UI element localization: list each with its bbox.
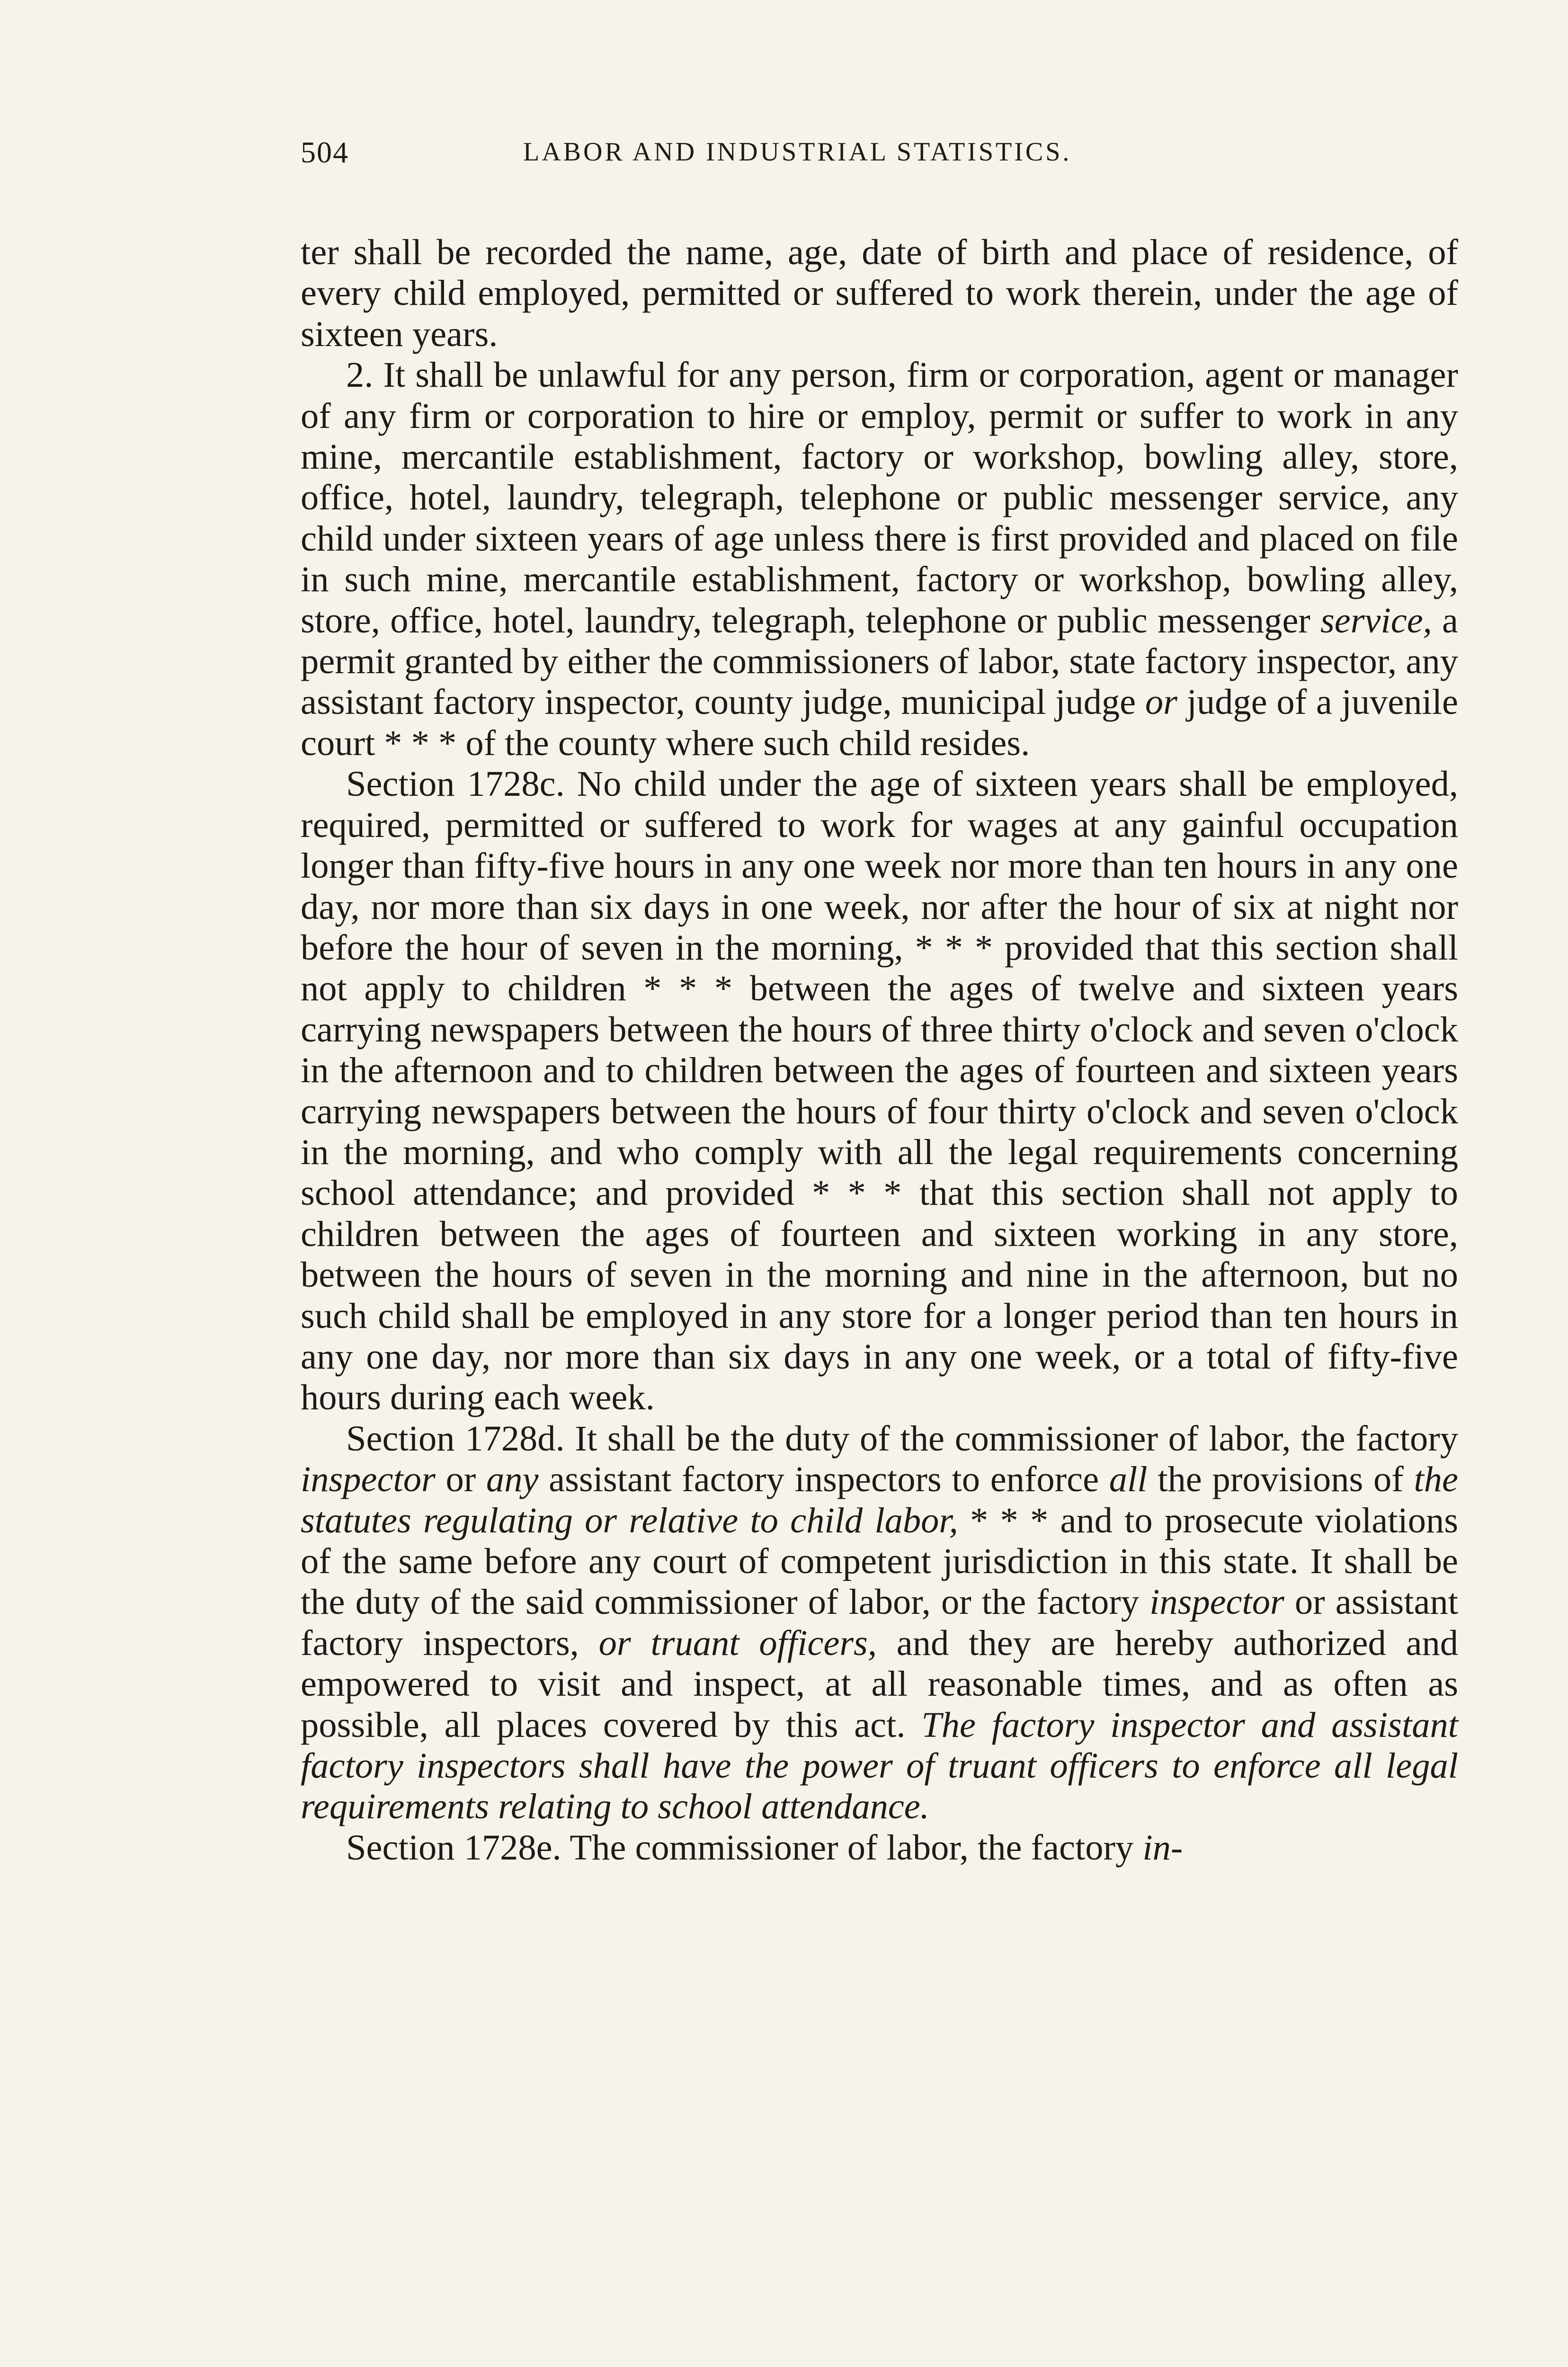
- text-run: 2. It shall be unlawful for any person, firm or corporation, agent or manager of any firm or corporation to hire or employ, permit or suffer to work in any mine, mercantile establishment, factory or workshop, bowling alley, store, office, hotel, laundry, telegraph, telephone or public messenger service, any child under sixteen years of age unless there is first provided and placed on file in such mine, mercantile establishment, factory or workshop, bowling alley, store, office, hotel, laundry, telegraph, telephone or public messenger: [301, 355, 1458, 641]
- text-run: assistant factory inspectors to enforce: [538, 1459, 1109, 1500]
- text-run: Section 1728e. The commissioner of labor, the factory: [346, 1827, 1143, 1868]
- text-run: or: [435, 1459, 486, 1500]
- paragraph-section-1728c: Section 1728c. No child under the age of sixteen years shall be employed, required, permitted or suffered to work for wages at any gainful occupation longer than fifty-five hours in any one week nor more than ten hours in any one day, nor more than six days in one week, nor after the hour of six at night nor before the hour of seven in the morning, * * * provided that this section shall not apply to children * * * between the ages of twelve and sixteen years carrying newspapers between the hours of three thirty o'clock and seven o'clock in the afternoon and to children between the ages of fourteen and sixteen years carrying newspapers between the hours of four thirty o'clock and seven o'clock in the morning, and who comply with all the legal requirements concerning school attendance; and provided * * * that this section shall not apply to children between the ages of fourteen and sixteen working in any store, between the hours of seven in the morning and nine in the afternoon, but no such child shall be employed in any store for a longer period than ten hours in any one day, nor more than six days in any one week, or a total of fifty-five hours during each week.: [301, 764, 1458, 1418]
- italic-run: in-: [1142, 1827, 1183, 1868]
- italic-run: or: [1145, 682, 1177, 722]
- body-text: [301, 232, 1458, 1868]
- paragraph-continuation: ter shall be recorded the name, age, date of birth and place of residence, of every child employed, permitted or suffered to work therein, under the age of sixteen years.: [301, 232, 1458, 354]
- text-run: or assistant factory inspectors,: [301, 1582, 1458, 1663]
- italic-run: inspector: [301, 1459, 436, 1500]
- text-run: Section 1728d. It shall be the duty of the commissioner of labor, the factory: [346, 1418, 1458, 1459]
- italic-run: inspector: [1149, 1582, 1284, 1622]
- paragraph-section-1728d: [301, 1418, 1458, 1827]
- text-run: a permit granted by either the commissioners of labor, state factory inspector, any assistant factory inspector, county judge, municipal judge: [301, 600, 1458, 722]
- text-run: and they are hereby authorized and empowered to visit and inspect, at all reasonable times, and as often as possible, all places covered by this act.: [301, 1622, 1459, 1745]
- text-run: the provisions of: [1147, 1459, 1414, 1500]
- text-run: judge of a juvenile court * * * of the county where such child resides.: [301, 682, 1459, 763]
- italic-run: The factory inspector and assistant factory inspectors shall have the power of truant officers to enforce all legal requirements relating to school attendance.: [301, 1704, 1458, 1827]
- page-number: 504: [301, 135, 349, 169]
- paragraph-section-1728e: [301, 1827, 1458, 1868]
- italic-run: any: [486, 1459, 539, 1500]
- paragraph-clause-2: [301, 355, 1458, 764]
- italic-run: all: [1109, 1459, 1148, 1500]
- running-head: LABOR AND INDUSTRIAL STATISTICS.: [523, 137, 1072, 167]
- italic-run: or truant officers,: [598, 1622, 877, 1663]
- italic-run: the statutes regulating or relative to child labor,: [301, 1459, 1458, 1540]
- text-run: * * * and to prosecute violations of the same before any court of competent jurisdiction in this state. It shall be the duty of the said commissioner of labor, or the factory: [301, 1500, 1458, 1622]
- page-header: [301, 135, 1458, 187]
- italic-run: service,: [1320, 600, 1432, 641]
